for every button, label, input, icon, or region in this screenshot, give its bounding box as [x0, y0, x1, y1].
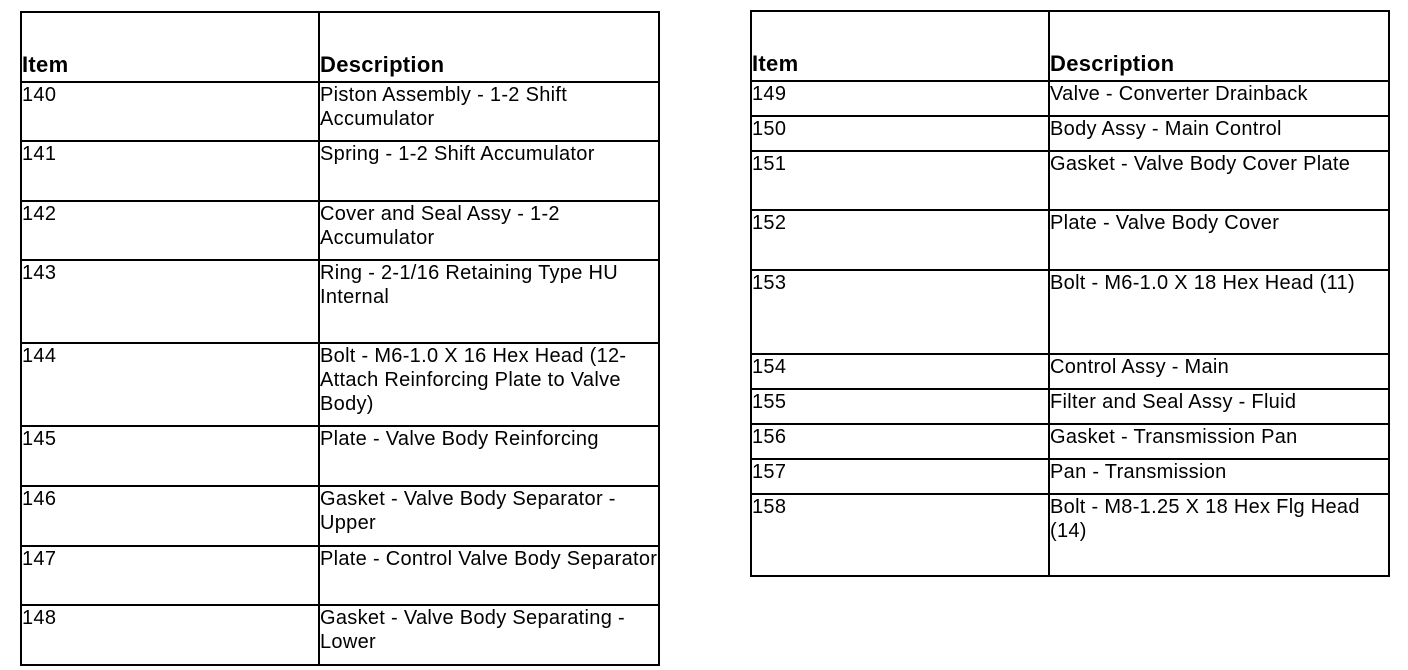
item-description: Bolt - M8-1.25 X 18 Hex Flg Head (14) [1049, 494, 1389, 576]
table-row [21, 546, 659, 605]
table-row [21, 201, 659, 260]
item-description: Gasket - Transmission Pan [1049, 424, 1389, 459]
item-description: Plate - Control Valve Body Separator [319, 546, 659, 605]
table-row [751, 424, 1389, 459]
item-number: 147 [21, 546, 319, 605]
item-description: Gasket - Valve Body Separating - Lower [319, 605, 659, 665]
item-description: Valve - Converter Drainback [1049, 81, 1389, 116]
table-row [21, 486, 659, 546]
item-description: Spring - 1-2 Shift Accumulator [319, 141, 659, 201]
item-number: 151 [751, 151, 1049, 210]
table-row [751, 494, 1389, 576]
table-row [751, 270, 1389, 354]
table-row [751, 151, 1389, 210]
table-row [751, 210, 1389, 270]
item-number: 157 [751, 459, 1049, 494]
item-column-header: Item [751, 11, 1049, 81]
item-description: Body Assy - Main Control [1049, 116, 1389, 151]
item-number: 144 [21, 343, 319, 426]
item-description: Bolt - M6-1.0 X 18 Hex Head (11) [1049, 270, 1389, 354]
item-number: 142 [21, 201, 319, 260]
item-description: Filter and Seal Assy - Fluid [1049, 389, 1389, 424]
description-column-header: Description [1049, 11, 1389, 81]
parts-table-right [750, 10, 1390, 577]
description-column-header: Description [319, 12, 659, 82]
item-description: Control Assy - Main [1049, 354, 1389, 389]
item-number: 153 [751, 270, 1049, 354]
table-row [751, 459, 1389, 494]
item-description: Piston Assembly - 1-2 Shift Accumulator [319, 82, 659, 141]
table-row [751, 389, 1389, 424]
table-row [21, 141, 659, 201]
item-number: 145 [21, 426, 319, 486]
item-number: 150 [751, 116, 1049, 151]
item-description: Plate - Valve Body Cover [1049, 210, 1389, 270]
header-row [751, 11, 1389, 81]
item-number: 140 [21, 82, 319, 141]
parts-table-left [20, 11, 660, 666]
table-row [21, 260, 659, 343]
item-number: 156 [751, 424, 1049, 459]
table-row [751, 116, 1389, 151]
item-description: Bolt - M6-1.0 X 16 Hex Head (12-Attach Reinforcing Plate to Valve Body) [319, 343, 659, 426]
table-row [751, 81, 1389, 116]
item-number: 143 [21, 260, 319, 343]
table-row [21, 82, 659, 141]
header-row [21, 12, 659, 82]
item-number: 146 [21, 486, 319, 546]
item-description: Ring - 2-1/16 Retaining Type HU Internal [319, 260, 659, 343]
item-number: 148 [21, 605, 319, 665]
item-description: Cover and Seal Assy - 1-2 Accumulator [319, 201, 659, 260]
item-number: 155 [751, 389, 1049, 424]
item-description: Gasket - Valve Body Cover Plate [1049, 151, 1389, 210]
table-row [21, 605, 659, 665]
item-number: 141 [21, 141, 319, 201]
item-number: 154 [751, 354, 1049, 389]
table-row [21, 343, 659, 426]
item-number: 149 [751, 81, 1049, 116]
item-number: 152 [751, 210, 1049, 270]
table-row [21, 426, 659, 486]
item-description: Pan - Transmission [1049, 459, 1389, 494]
item-description: Plate - Valve Body Reinforcing [319, 426, 659, 486]
item-description: Gasket - Valve Body Separator - Upper [319, 486, 659, 546]
item-column-header: Item [21, 12, 319, 82]
item-number: 158 [751, 494, 1049, 576]
table-row [751, 354, 1389, 389]
